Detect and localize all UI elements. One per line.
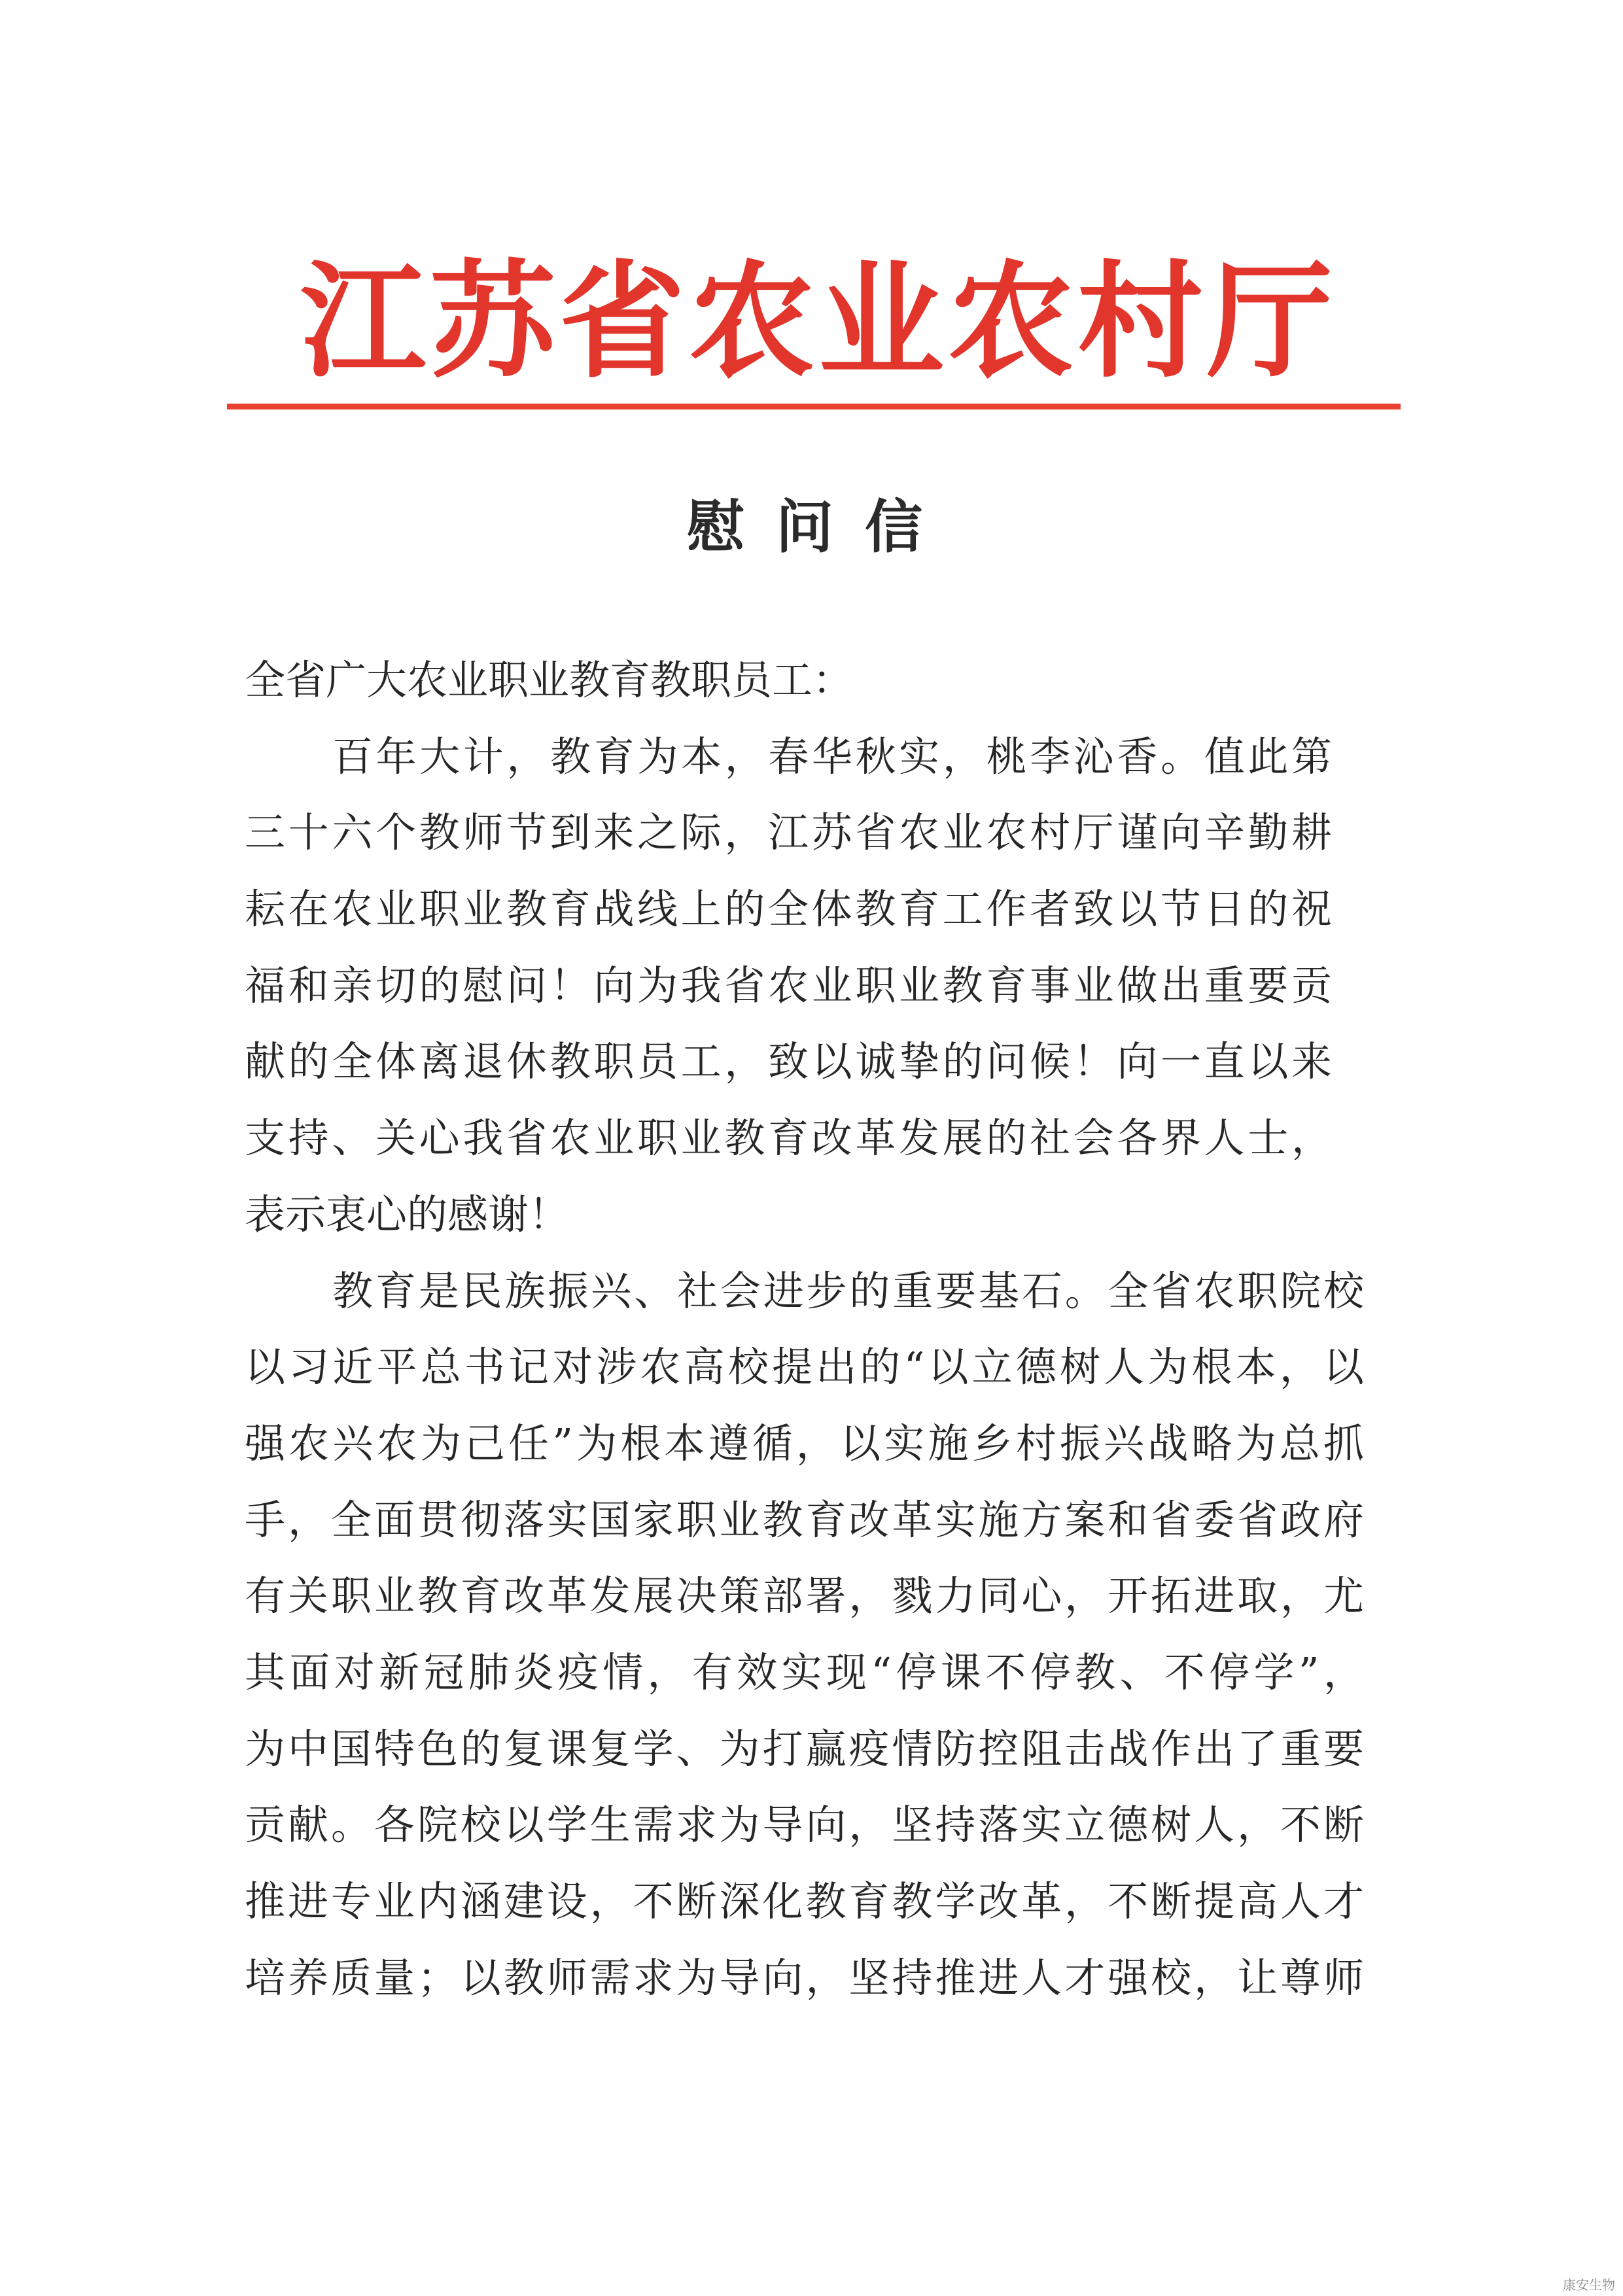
paragraph-line: 其面对新冠肺炎疫情，有效实现“停课不停教、不停学”， <box>245 1648 1364 1696</box>
paragraph-line: 耘在农业职业教育战线上的全体教育工作者致以节日的祝 <box>245 885 1332 933</box>
paragraph-1 <box>245 719 1364 1253</box>
watermark: 康安生物 <box>1563 2277 1615 2293</box>
paragraph-line: 培养质量；以教师需求为导向，坚持推进人才强校，让尊师 <box>245 1953 1364 2002</box>
paragraph-line: 以习近平总书记对涉农高校提出的“以立德树人为根本，以 <box>245 1343 1364 1391</box>
paragraph-line: 强农兴农为己任”为根本遵循，以实施乡村振兴战略为总抓 <box>245 1419 1364 1467</box>
paragraph-line: 贡献。各院校以学生需求为导向，坚持落实立德树人，不断 <box>245 1801 1364 1849</box>
paragraph-line: 为中国特色的复课复学、为打赢疫情防控阻击战作出了重要 <box>245 1724 1364 1773</box>
paragraph-line: 福和亲切的慰问！向为我省农业职业教育事业做出重要贡 <box>245 961 1332 1009</box>
paragraph-line: 有关职业教育改革发展决策部署，戮力同心，开拓进取，尤 <box>245 1572 1364 1620</box>
paragraph-line: 三十六个教师节到来之际，江苏省农业农村厅谨向辛勤耕 <box>245 809 1332 857</box>
paragraph-2 <box>245 1253 1364 2017</box>
paragraph-line: 教育是民族振兴、社会进步的重要基石。全省农职院校 <box>332 1266 1364 1315</box>
paragraph-line: 献的全体离退休教职员工，致以诚挚的问候！向一直以来 <box>245 1037 1332 1086</box>
paragraph-line: 推进专业内涵建设，不断深化教育教学改革，不断提高人才 <box>245 1877 1364 1925</box>
paragraph-line: 手，全面贯彻落实国家职业教育改革实施方案和省委省政府 <box>245 1495 1364 1544</box>
salutation: 全省广大农业职业教育教职员工： <box>245 656 854 704</box>
letterhead-org-name: 江苏省农业农村厅 <box>300 253 1333 391</box>
letter-body <box>245 642 1364 2016</box>
paragraph-line: 百年大计，教育为本，春华秋实，桃李沁香。值此第 <box>332 732 1332 780</box>
paragraph-line: 表示衷心的感谢！ <box>245 1190 570 1238</box>
document-title: 慰问信 <box>687 496 922 557</box>
letterhead-red-rule <box>227 404 1401 409</box>
paragraph-line: 支持、关心我省农业职业教育改革发展的社会各界人士， <box>245 1114 1332 1162</box>
